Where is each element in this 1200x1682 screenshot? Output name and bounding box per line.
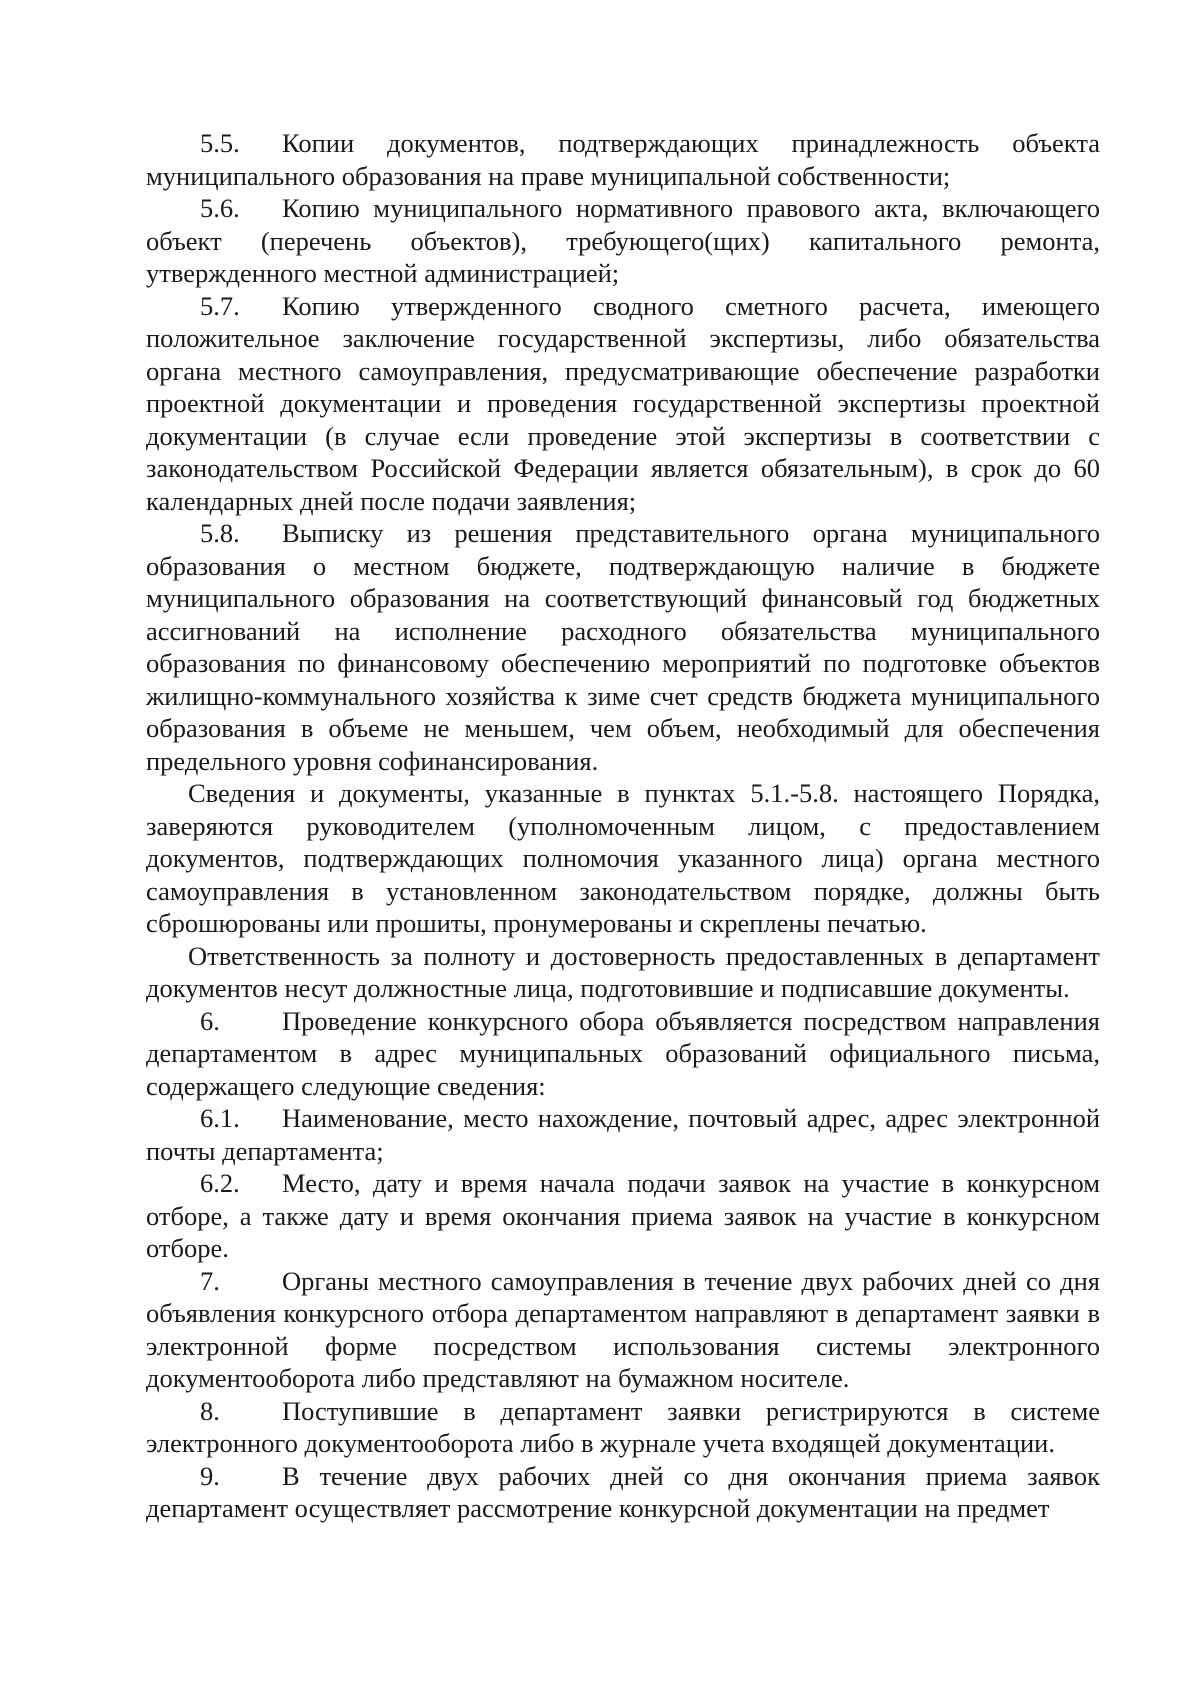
paragraph-6	[146, 1005, 1100, 1103]
paragraph-6-2	[146, 1167, 1100, 1265]
paragraph-number: 7.	[200, 1265, 220, 1296]
paragraph-certification	[146, 777, 1100, 940]
paragraph-6-1	[146, 1102, 1100, 1167]
paragraph-text: Ответственность за полноту и достоверность предоставленных в департамент документов несут должностные лица, подготовившие и подписавшие документы.	[146, 940, 1100, 1003]
paragraph-8	[146, 1395, 1100, 1460]
paragraph-5-7	[146, 290, 1100, 518]
paragraph-text: В течение двух рабочих дней со дня окончания приема заявок департамент осуществляет рассмотрение конкурсной документации на предмет	[146, 1460, 1100, 1523]
paragraph-text: Проведение конкурсного обора объявляется посредством направления департаментом в адрес муниципальных образований официального письма, содержащего следующие сведения:	[146, 1005, 1100, 1101]
paragraph-number: 8.	[200, 1395, 220, 1426]
paragraph-number: 6.	[200, 1005, 220, 1036]
paragraph-5-6	[146, 192, 1100, 290]
paragraph-responsibility	[146, 940, 1100, 1005]
paragraph-text: Место, дату и время начала подачи заявок на участие в конкурсном отборе, а также дату и время окончания приема заявок на участие в конкурсном отборе.	[146, 1168, 1100, 1263]
paragraph-9	[146, 1460, 1100, 1525]
document-body	[146, 127, 1100, 1525]
paragraph-number: 6.2.	[200, 1168, 240, 1198]
paragraph-text: Органы местного самоуправления в течение двух рабочих дней со дня объявления конкурсного отбора департаментом направляют в департамент заявки в электронной форме посредством использования системы электронного документооборота либо представляют на бумажном носителе.	[146, 1265, 1100, 1393]
paragraph-number: 5.7.	[200, 290, 240, 321]
paragraph-text: Выписку из решения представительного органа муниципального образования о местном бюджете, подтверждающую наличие в бюджете муниципального образования на соответствующий финансовый год бюджетных ассигнований на исполнение расходного обязательства муниципального образования по финансовому обеспечению мероприятий по подготовке объектов жилищно-коммунального хозяйства к зиме счет средств бюджета муниципального образования в объеме не меньшем, чем объем, необходимый для обеспечения предельного уровня софинансирования.	[146, 518, 1100, 776]
paragraph-text: Копию муниципального нормативного правового акта, включающего объект (перечень объектов), требующего(щих) капитального ремонта, утвержденного местной администрацией;	[146, 193, 1100, 288]
paragraph-text: Поступившие в департамент заявки регистрируются в системе электронного документооборота либо в журнале учета входящей документации.	[146, 1395, 1100, 1458]
paragraph-text: Сведения и документы, указанные в пунктах 5.1.-5.8. настоящего Порядка, заверяются руководителем (уполномоченным лицом, с предоставлением документов, подтверждающих полномочия указанного лица) органа местного самоуправления в установленном законодательством порядке, должны быть сброшюрованы или прошиты, пронумерованы и скреплены печатью.	[146, 778, 1100, 938]
paragraph-text: Копии документов, подтверждающих принадлежность объекта муниципального образования на праве муниципальной собственности;	[146, 128, 1100, 191]
paragraph-number: 9.	[200, 1460, 220, 1491]
paragraph-number: 5.6.	[200, 193, 240, 223]
paragraph-5-8	[146, 517, 1100, 777]
paragraph-number: 5.8.	[200, 518, 240, 548]
paragraph-number: 5.5.	[200, 128, 240, 158]
paragraph-text: Копию утвержденного сводного сметного расчета, имеющего положительное заключение государственной экспертизы, либо обязательства органа местного самоуправления, предусматривающие обеспечение разработки проектной документации и проведения государственной экспертизы проектной документации (в случае если проведение этой экспертизы в соответствии с законодательством Российской Федерации является обязательным), в срок до 60 календарных дней после подачи заявления;	[146, 290, 1100, 516]
paragraph-text: Наименование, место нахождение, почтовый адрес, адрес электронной почты департамента;	[146, 1103, 1100, 1166]
paragraph-5-5	[146, 127, 1100, 192]
paragraph-number: 6.1.	[200, 1103, 240, 1133]
paragraph-7	[146, 1265, 1100, 1395]
